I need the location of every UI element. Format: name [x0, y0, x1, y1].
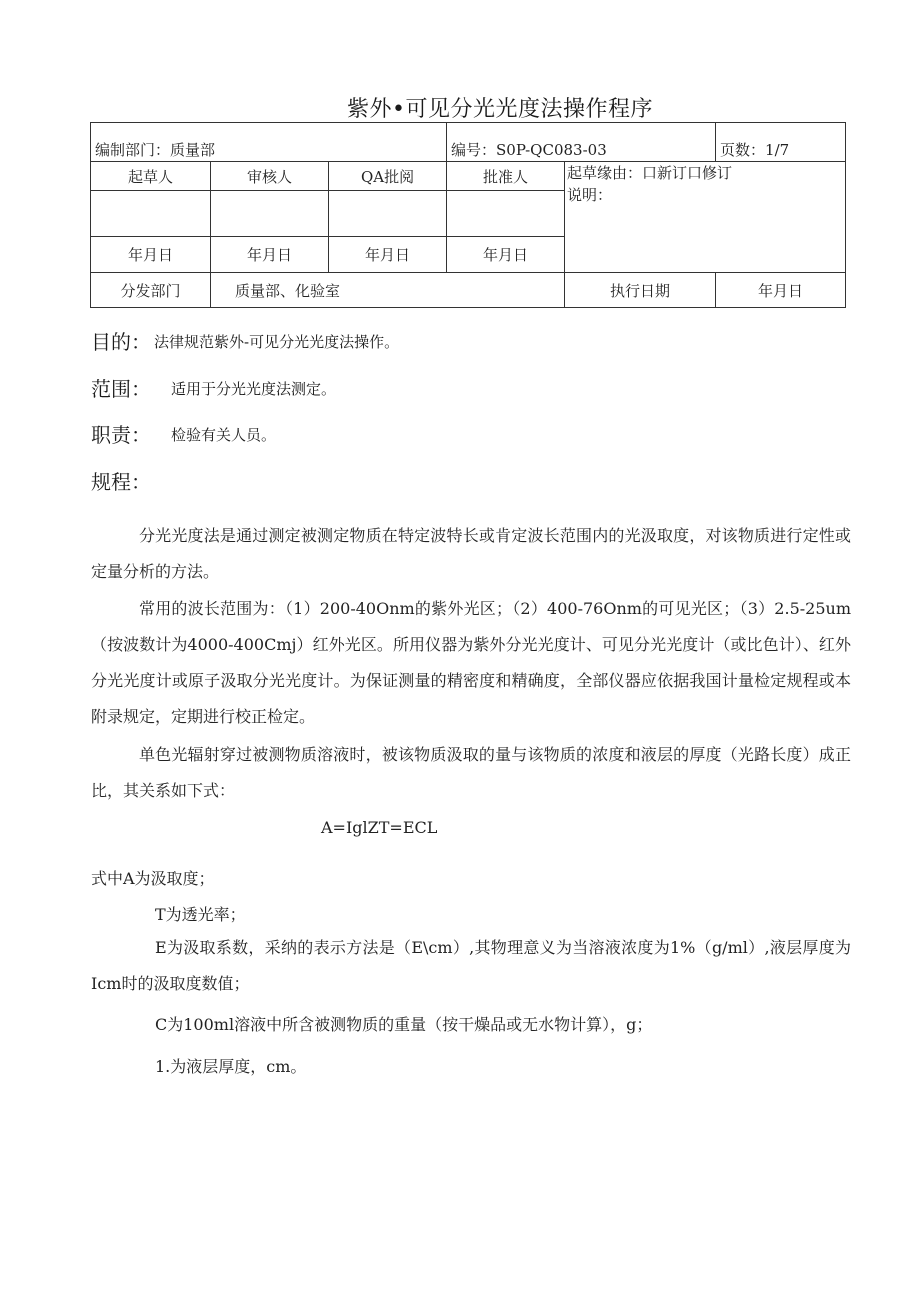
- date-cell: 年月日: [211, 237, 329, 273]
- formula: A=IglZT=ECL: [321, 818, 438, 837]
- notes-cell: [565, 162, 846, 273]
- paragraph-wavelength: 常用的波长范围为：（1）200-40Onm的紫外光区；（2）400-76Onm的可见光区；（3）2.5-25um（按波数计为4000-400Cmj）红外光区。所用仪器为紫外分光光度计、可见分光光度计（或比色计）、红外分光光度计或原子汲取分光光度计。为保证测量的精密度和精确度，全部仪器应依据我国计量检定规程或本附录规定，定期进行校正检定。: [91, 599, 851, 726]
- signature-cell: [91, 191, 211, 237]
- duty-text: 检验有关人员。: [171, 426, 277, 444]
- paragraph-beer-law: 单色光辐射穿过被测物质溶液时，被该物质汲取的量与该物质的浓度和液层的厚度（光路长度）成正比，其关系如下式：: [91, 745, 851, 800]
- code-cell: 编号：S0P-QC083-03: [447, 123, 716, 162]
- paragraph-definition: 分光光度法是通过测定被测定物质在特定波特长或肯定波长范围内的光汲取度，对该物质进行定性或定量分析的方法。: [91, 526, 851, 581]
- signature-cell: [447, 191, 565, 237]
- definition-a: 式中A为汲取度；: [91, 869, 215, 888]
- role-qa: QA批阅: [329, 162, 447, 191]
- date-cell: 年月日: [447, 237, 565, 273]
- purpose-label: 目的：: [91, 330, 151, 354]
- duty-label: 职责：: [91, 423, 151, 447]
- note-text: 说明：: [567, 186, 613, 204]
- purpose-text: 法律规范紫外-可见分光光度法操作。: [154, 333, 400, 351]
- purpose-section: [91, 326, 400, 355]
- pages-cell: 页数：1/7: [716, 123, 846, 162]
- date-cell: 年月日: [91, 237, 211, 273]
- dist-value: 质量部、化验室: [211, 273, 565, 308]
- exec-value: 年月日: [716, 273, 846, 308]
- rules-section: [91, 466, 151, 495]
- definition-t: T为透光率；: [155, 905, 246, 924]
- date-cell: 年月日: [329, 237, 447, 273]
- rules-label: 规程：: [91, 470, 151, 494]
- signature-cell: [329, 191, 447, 237]
- scope-text: 适用于分光光度法测定。: [171, 380, 337, 398]
- role-approver: 批准人: [447, 162, 565, 191]
- role-drafter: 起草人: [91, 162, 211, 191]
- document-title: 紫外•可见分光光度法操作程序: [347, 97, 653, 122]
- scope-label: 范围：: [91, 377, 151, 401]
- definition-e: E为汲取系数，采纳的表示方法是（E\cm）,其物理意义为当溶液浓度为1%（g/ml）,液层厚度为Icm时的汲取度数值；: [91, 938, 851, 993]
- definition-c: C为100ml溶液中所含被测物质的重量（按干燥品或无水物计算），g；: [155, 1015, 653, 1034]
- dept-cell: 编制部门：质量部: [91, 123, 447, 162]
- signature-cell: [211, 191, 329, 237]
- header-table: [90, 122, 846, 308]
- definition-l: 1.为液层厚度，cm。: [155, 1057, 307, 1076]
- scope-section: [91, 373, 337, 402]
- duty-section: [91, 419, 277, 448]
- exec-label: 执行日期: [565, 273, 716, 308]
- reason-text: 起草缘由：口新订口修订: [567, 164, 733, 182]
- role-reviewer: 审核人: [211, 162, 329, 191]
- dist-label: 分发部门: [91, 273, 211, 308]
